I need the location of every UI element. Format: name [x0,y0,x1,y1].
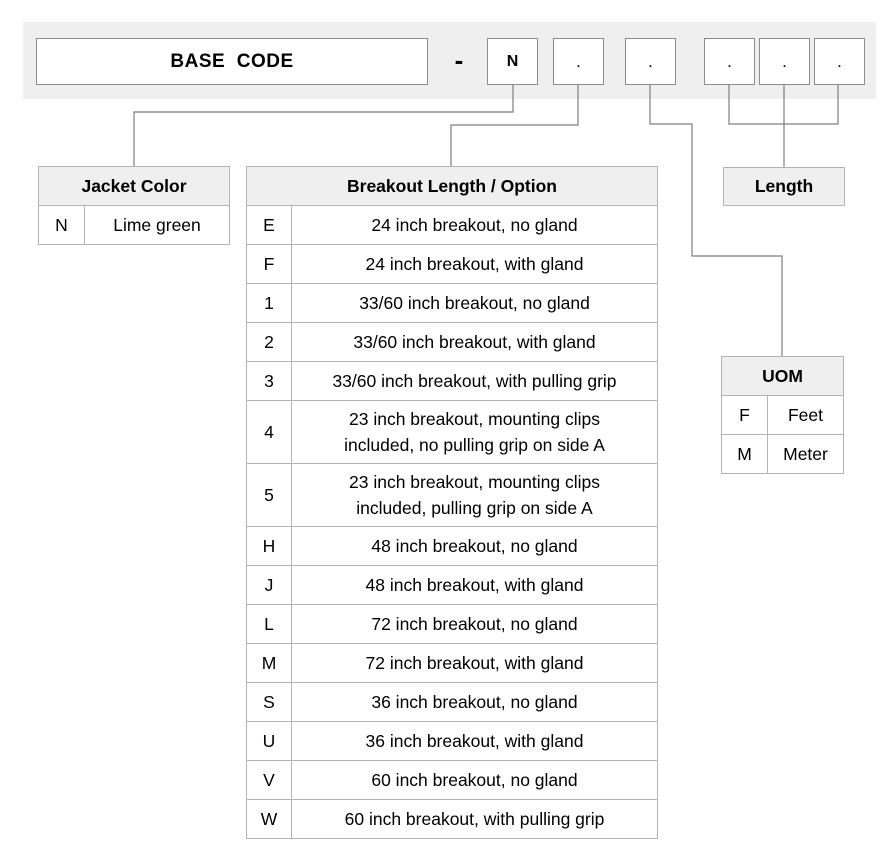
table-row [247,605,658,644]
code-segment-jacket: N [487,38,538,85]
option-label: 36 inch breakout, no gland [292,683,658,722]
breakout-header: Breakout Length / Option [247,167,658,206]
table-row [247,761,658,800]
option-code: 4 [247,401,292,464]
option-label: 33/60 inch breakout, with gland [292,323,658,362]
table-row [247,722,658,761]
table-row [39,206,230,245]
code-separator: - [454,44,464,75]
code-segment-length-3: . [814,38,865,85]
breakout-table [246,166,658,839]
option-label: 23 inch breakout, mounting clips included, no pulling grip on side A [292,401,658,464]
option-code: 5 [247,464,292,527]
option-label: 33/60 inch breakout, no gland [292,284,658,323]
code-segment-length-1: . [704,38,755,85]
uom-header: UOM [722,357,844,396]
option-code: 3 [247,362,292,401]
code-segment-breakout: . [553,38,604,85]
table-row [247,464,658,527]
option-code: N [39,206,85,245]
table-row [722,396,844,435]
option-label: 72 inch breakout, with gland [292,644,658,683]
length-table [723,167,845,206]
option-label: 23 inch breakout, mounting clips included, pulling grip on side A [292,464,658,527]
option-label: 24 inch breakout, no gland [292,206,658,245]
code-segment-uom: . [625,38,676,85]
option-label: 24 inch breakout, with gland [292,245,658,284]
option-label: 72 inch breakout, no gland [292,605,658,644]
option-label: 36 inch breakout, with gland [292,722,658,761]
table-row [247,527,658,566]
option-label: 60 inch breakout, no gland [292,761,658,800]
option-code: J [247,566,292,605]
option-label: Feet [768,396,844,435]
connector-uom [650,85,782,356]
option-code: S [247,683,292,722]
code-segment-length-2: . [759,38,810,85]
option-code: F [247,245,292,284]
option-label: Meter [768,435,844,474]
option-code: V [247,761,292,800]
jacket-color-table [38,166,230,245]
option-code: E [247,206,292,245]
option-label: 60 inch breakout, with pulling grip [292,800,658,839]
table-row [247,362,658,401]
table-row [247,245,658,284]
table-row [247,284,658,323]
option-code: 1 [247,284,292,323]
table-row [722,435,844,474]
option-code: M [247,644,292,683]
option-code: H [247,527,292,566]
option-code: F [722,396,768,435]
table-row [247,566,658,605]
option-label: 48 inch breakout, no gland [292,527,658,566]
option-code: U [247,722,292,761]
table-row [247,683,658,722]
option-label: 33/60 inch breakout, with pulling grip [292,362,658,401]
option-label: 48 inch breakout, with gland [292,566,658,605]
option-code: 2 [247,323,292,362]
option-code: W [247,800,292,839]
length-header: Length [724,168,845,206]
table-row [247,644,658,683]
uom-table [721,356,844,474]
table-row [247,800,658,839]
table-row [247,323,658,362]
connector-breakout [451,85,578,166]
option-label: Lime green [85,206,230,245]
option-code: L [247,605,292,644]
table-row [247,401,658,464]
base-code-box: BASE CODE [36,38,428,85]
jacket-color-header: Jacket Color [39,167,230,206]
table-row [247,206,658,245]
option-code: M [722,435,768,474]
